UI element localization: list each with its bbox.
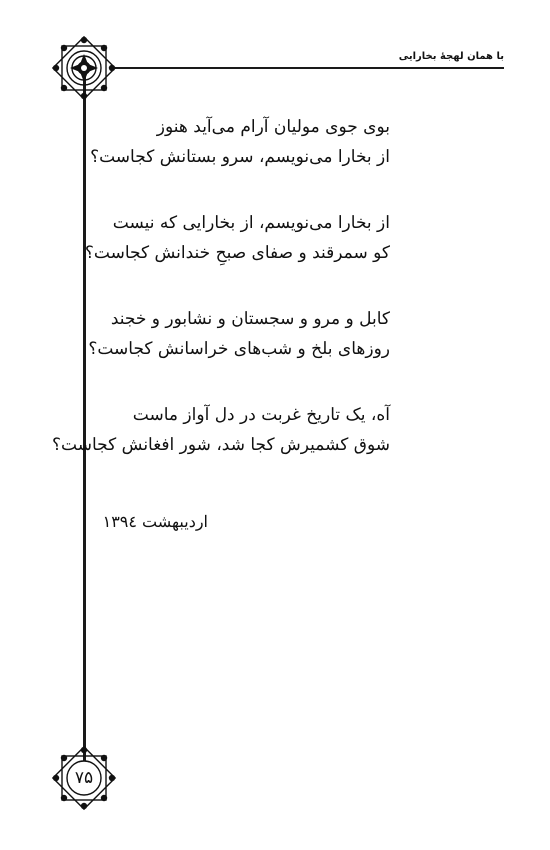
poem-date: اردیبهشت ۱۳۹٤ bbox=[102, 512, 208, 531]
poem-line: بوی جوی مولیان آرام می‌آید هنوز bbox=[156, 117, 390, 137]
header-rule bbox=[110, 67, 504, 69]
arabesque-medallion-icon bbox=[46, 30, 122, 106]
poem-line: شوق کشمیرش کجا شد، شور افغانش کجاست؟ bbox=[52, 435, 390, 455]
poem-line: آه، یک تاریخ غربت در دل آواز ماست bbox=[132, 405, 390, 425]
poem-line: کو سمرقند و صفای صبحِ خندانش کجاست؟ bbox=[84, 243, 390, 263]
margin-vertical-rule bbox=[83, 70, 86, 780]
stanza bbox=[84, 208, 390, 268]
stanza bbox=[90, 112, 390, 172]
poem-line: کابل و مرو و سجستان و نشابور و خجند bbox=[110, 309, 390, 329]
stanza bbox=[52, 400, 390, 460]
poem-line: از بخارا می‌نویسم، سرو بستانش کجاست؟ bbox=[90, 147, 390, 167]
poem-line: از بخارا می‌نویسم، از بخارایی که نیست bbox=[112, 213, 390, 233]
stanza bbox=[88, 304, 390, 364]
running-header-title: با همان لهجهٔ بخارایی bbox=[398, 51, 504, 62]
page-number: ۷۵ bbox=[74, 768, 94, 788]
poem bbox=[52, 112, 390, 496]
poem-line: روزهای بلخ و شب‌های خراسانش کجاست؟ bbox=[88, 339, 390, 359]
